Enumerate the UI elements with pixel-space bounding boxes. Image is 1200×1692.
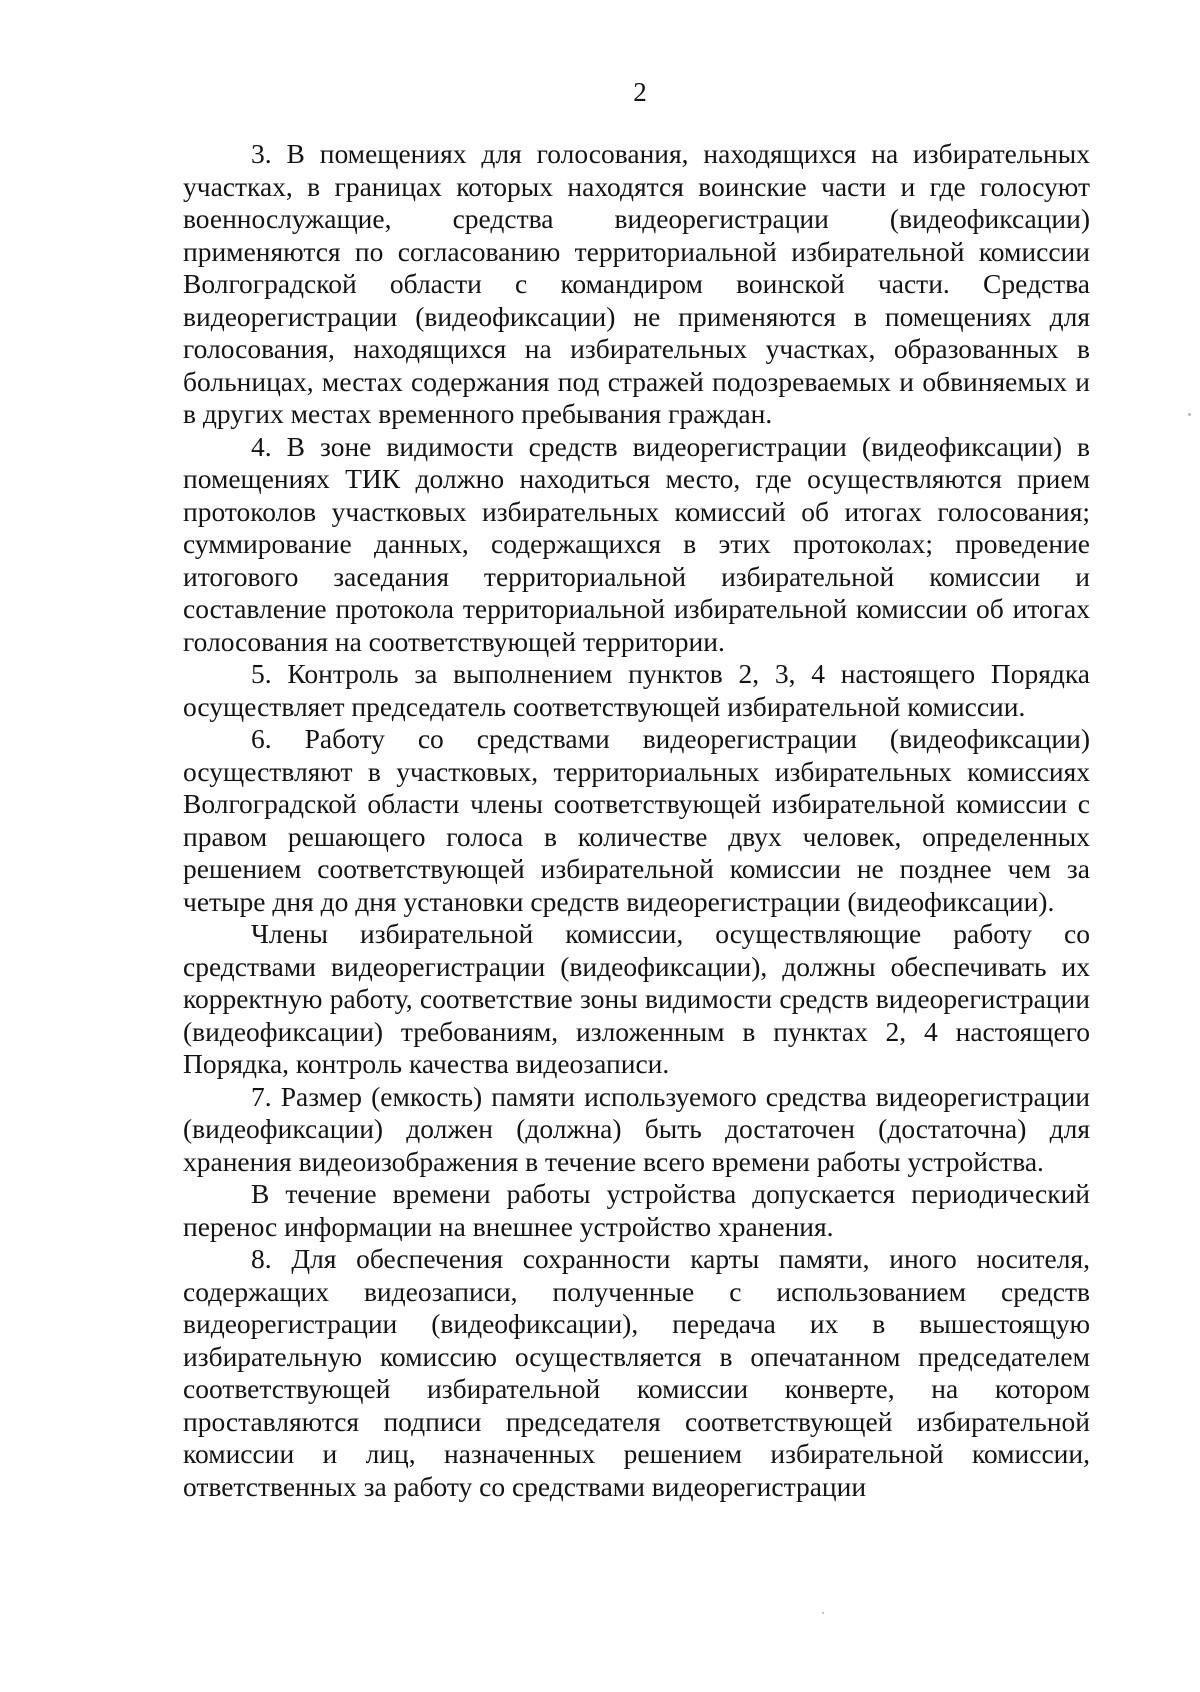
paragraph-5: 5. Контроль за выполнением пунктов 2, 3, 4 настоящего Порядка осуществляет председатель соответствующей избирательной комиссии.	[183, 658, 1090, 722]
scan-speck	[822, 1612, 824, 1614]
paragraph-4: 4. В зоне видимости средств видеорегистрации (видеофиксации) в помещениях ТИК должно находиться место, где осуществляются прием протоколов участковых избирательных комиссий об итогах голосования; суммирование данных, содержащихся в этих протоколах; проведение итогового заседания территориальной избирательной комиссии и составление протокола территориальной избирательной комиссии об итогах голосования на соответствующей территории.	[183, 430, 1090, 657]
paragraph-7: 7. Размер (емкость) памяти используемого средства видеорегистрации (видеофиксации) должен (должна) быть достаточен (достаточна) для хранения видеоизображения в течение всего времени работы устройства.	[183, 1080, 1090, 1177]
paragraph-6: 6. Работу со средствами видеорегистрации (видеофиксации) осуществляют в участковых, территориальных избирательных комиссиях Волгоградской области члены соответствующей избирательной комиссии с правом решающего голоса в количестве двух человек, определенных решением соответствующей избирательной комиссии не позднее чем за четыре дня до дня установки средств видеорегистрации (видеофиксации).	[183, 723, 1090, 917]
paragraph-3: 3. В помещениях для голосования, находящихся на избирательных участках, в границах которых находятся воинские части и где голосуют военнослужащие, средства видеорегистрации (видеофиксации) применяются по согласованию территориальной избирательной комиссии Волгоградской области с командиром воинской части. Средства видеорегистрации (видеофиксации) не применяются в помещениях для голосования, находящихся на избирательных участках, образованных в больницах, местах содержания под стражей подозреваемых и обвиняемых и в других местах временного пребывания граждан.	[183, 138, 1090, 429]
document-body	[183, 138, 1090, 1503]
page-number: 2	[633, 77, 647, 107]
paragraph-8: 8. Для обеспечения сохранности карты памяти, иного носителя, содержащих видеозаписи, полученные с использованием средств видеорегистрации (видеофиксации), передача их в вышестоящую избирательную комиссию осуществляется в опечатанном председателем соответствующей избирательной комиссии конверте, на котором проставляются подписи председателя соответствующей избирательной комиссии и лиц, назначенных решением избирательной комиссии, ответственных за работу со средствами видеорегистрации	[183, 1243, 1090, 1502]
paragraph-7-transfer: В течение времени работы устройства допускается периодический перенос информации на внешнее устройство хранения.	[183, 1178, 1090, 1242]
scan-speck	[1188, 413, 1191, 416]
paragraph-6-members: Члены избирательной комиссии, осуществляющие работу со средствами видеорегистрации (видеофиксации), должны обеспечивать их корректную работу, соответствие зоны видимости средств видеорегистрации (видеофиксации) требованиям, изложенным в пунктах 2, 4 настоящего Порядка, контроль качества видеозаписи.	[183, 918, 1090, 1079]
